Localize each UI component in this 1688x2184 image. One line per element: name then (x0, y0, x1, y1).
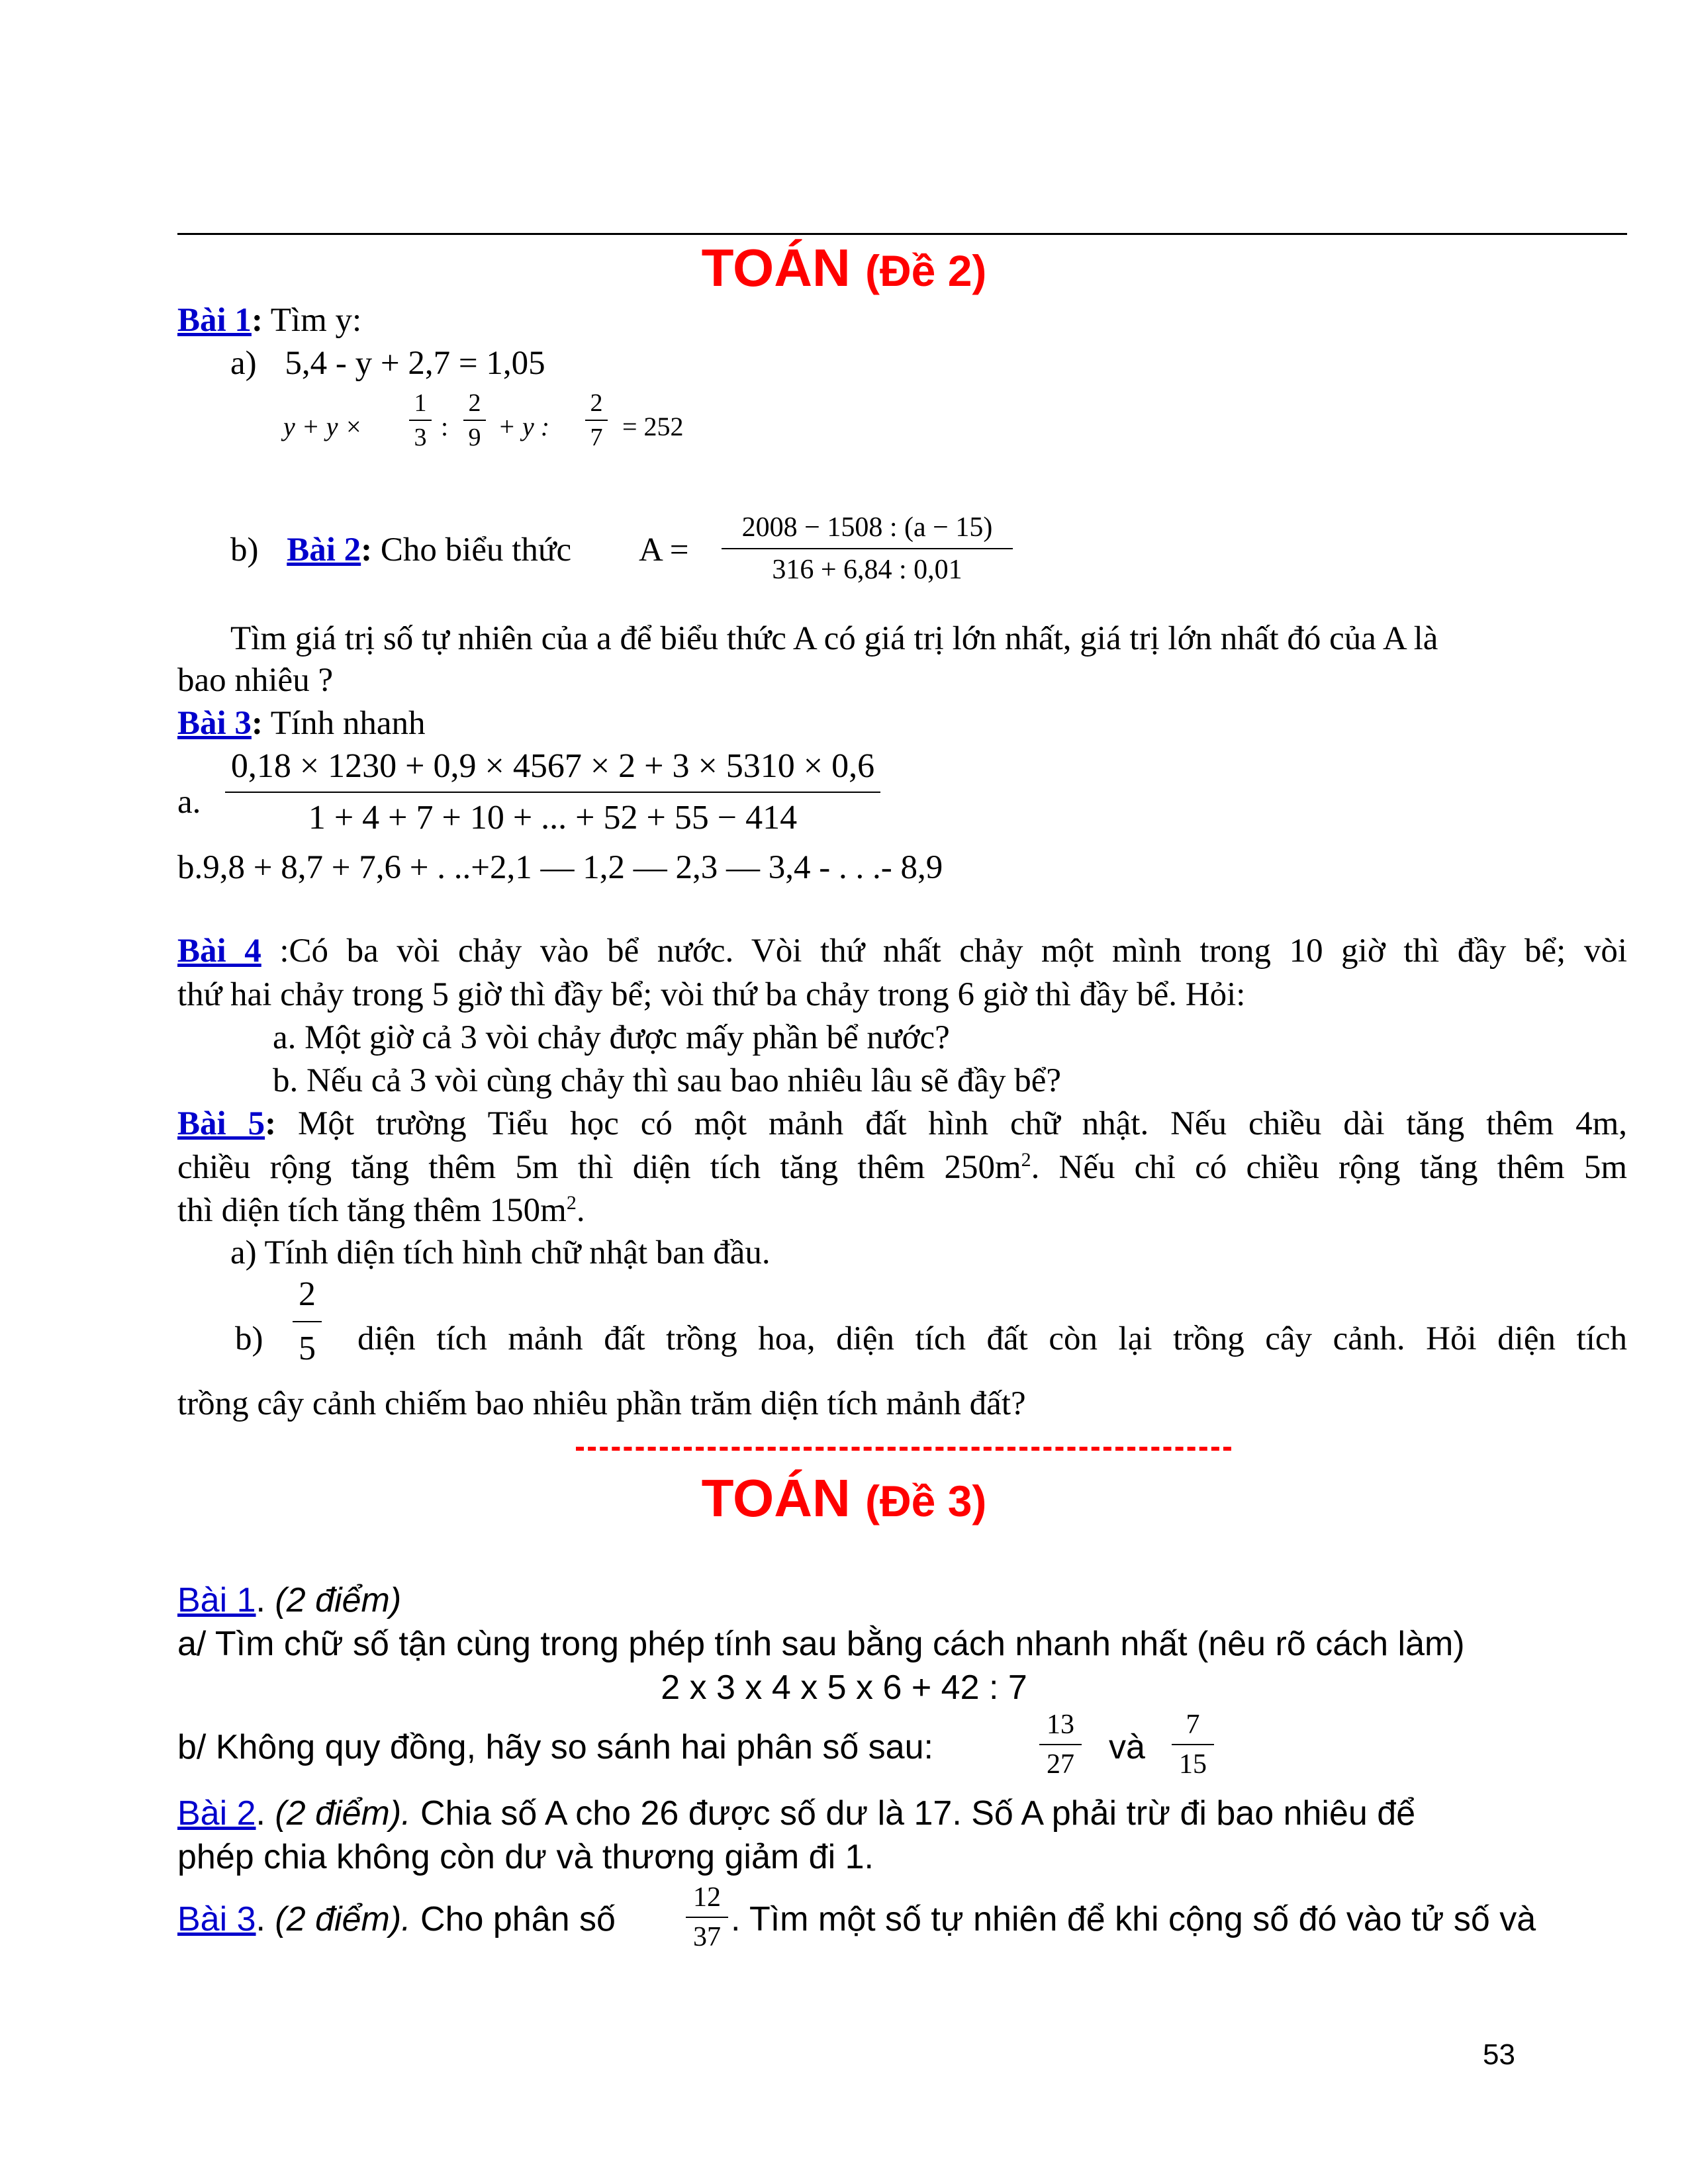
section-divider (576, 1447, 1231, 1451)
bai2-question-line1: Tìm giá trị số tự nhiên của a để biểu thức A có giá trị lớn nhất, giá trị lớn nhất đó của A là (230, 620, 1438, 657)
de3-frac2-den: 15 (1179, 1749, 1207, 1780)
frac3-num: 2 (590, 389, 603, 417)
bai5-line1: Một trường Tiểu học có một mảnh đất hình chữ nhật. Nếu chiều dài tăng thêm 4m, (276, 1105, 1628, 1142)
bai1-a-marker: a) (230, 345, 257, 382)
bai1-eq-result: = 252 (622, 412, 684, 441)
bai5-b-marker: b) (235, 1320, 263, 1357)
bai5-line2 (177, 1150, 1627, 1185)
de3-bai2-dot: . (256, 1794, 265, 1833)
frac1-num: 1 (414, 389, 427, 417)
de3-bai3-label: Bài 3 (177, 1900, 256, 1938)
frac2-num: 2 (468, 389, 481, 417)
de3-frac-12-37 (686, 1884, 728, 1951)
frac2-den: 9 (468, 424, 481, 451)
bai2-label: Bài 2 (287, 531, 361, 569)
bai5-frac (293, 1277, 322, 1366)
title-sub-de3: (Đề 3) (865, 1477, 987, 1525)
bai4-a: a. Một giờ cả 3 vòi chảy được mấy phần bể nước? (273, 1019, 950, 1056)
bai1-eq-part2: + y : (498, 412, 550, 441)
section-title-de2 (0, 238, 1688, 297)
bai1-colon: : (251, 302, 263, 339)
bai3-a-marker: a. (177, 784, 201, 821)
bai1-eq-part1: y + y × (283, 412, 363, 441)
bai2-num: 2008 − 1508 : (a − 15) (741, 512, 993, 543)
de2-bai1-a (230, 347, 545, 381)
bai3-fraction (225, 749, 880, 835)
de3-bai3-points: (2 điểm). (265, 1900, 411, 1938)
bai1-text: Tìm y: (262, 302, 362, 339)
bai3-colon: : (251, 705, 263, 742)
title-sub: (Đề 2) (865, 246, 987, 295)
bai1-a-text: 5,4 - y + 2,7 = 1,05 (285, 345, 545, 382)
frac1-den: 3 (414, 424, 427, 451)
bai1-frac1 (409, 390, 432, 450)
bai5-line3-post: . (576, 1192, 585, 1229)
bai5-colon: : (265, 1105, 277, 1142)
bai2-colon: : (361, 531, 373, 569)
de3-bai2-line2: phép chia không còn dư và thương giảm đi 1. (177, 1838, 874, 1876)
de3-frac-13-27 (1039, 1711, 1082, 1778)
bai4-line1: :Có ba vòi chảy vào bể nước. Vòi thứ nhất chảy một mình trong 10 giờ thì đầy bể; vòi (261, 933, 1628, 970)
page-number: 53 (1483, 2038, 1515, 2071)
de3-bai1-b: b/ Không quy đồng, hãy so sánh hai phân số sau: (177, 1728, 933, 1766)
bai5-b-line2: trồng cây cảnh chiếm bao nhiêu phần trăm diện tích mảnh đất? (177, 1385, 1026, 1422)
bai5-line2-post: . Nếu chỉ có chiều rộng tăng thêm 5m (1031, 1149, 1627, 1186)
bai2-a-eq: A = (639, 531, 689, 569)
de3-bai1-expr: 2 x 3 x 4 x 5 x 6 + 42 : 7 (661, 1668, 1027, 1707)
de3-bai3-line (177, 1902, 616, 1936)
title-main: TOÁN (701, 238, 851, 297)
bai3-num: 0,18 × 1230 + 0,9 × 4567 × 2 + 3 × 5310 × 0,6 (230, 747, 875, 785)
de3-bai1-a: a/ Tìm chữ số tận cùng trong phép tính sau bằng cách nhanh nhất (nêu rõ cách làm) (177, 1625, 1465, 1663)
de3-bai3-text2: . Tìm một số tự nhiên để khi cộng số đó vào tử số và (731, 1900, 1536, 1938)
bai4-line2: thứ hai chảy trong 5 giờ thì đầy bể; vòi thứ ba chảy trong 6 giờ thì đầy bể. Hỏi: (177, 976, 1246, 1013)
bai5-a: a) Tính diện tích hình chữ nhật ban đầu. (230, 1234, 771, 1271)
bai5-line2-pre: chiều rộng tăng thêm 5m thì diện tích tăng thêm 250m (177, 1149, 1021, 1186)
de3-bai2-text: Chia số A cho 26 được số dư là 17. Số A phải trừ đi bao nhiêu để (410, 1794, 1416, 1833)
bai2-text: Cho biểu thức (372, 531, 572, 569)
title-main-de3: TOÁN (701, 1469, 851, 1527)
bai5-b-text: diện tích mảnh đất trồng hoa, diện tích đất còn lại trồng cây cảnh. Hỏi diện tích (357, 1320, 1627, 1357)
de3-frac1-den: 27 (1047, 1749, 1074, 1780)
bai2-fraction (722, 514, 1013, 584)
de3-bai3-dot: . (256, 1900, 265, 1938)
bai4-b: b. Nếu cả 3 vòi cùng chảy thì sau bao nhiêu lâu sẽ đầy bể? (273, 1062, 1062, 1099)
bai1-eq-colon1: : (441, 412, 449, 441)
bai2-question-line2: bao nhiêu ? (177, 662, 334, 699)
bai3-den: 1 + 4 + 7 + 10 + ... + 52 + 55 − 414 (308, 799, 798, 837)
de3-and: và (1109, 1728, 1145, 1766)
section-title-de3 (0, 1469, 1688, 1527)
frac3-den: 7 (590, 424, 603, 451)
de3-bai3-text: Cho phân số (410, 1900, 616, 1938)
bai1-label: Bài 1 (177, 302, 252, 339)
bai5-label: Bài 5 (177, 1105, 265, 1142)
de3-frac1-num: 13 (1047, 1709, 1074, 1740)
bai4-label: Bài 4 (177, 933, 261, 970)
top-rule (177, 233, 1627, 235)
bai1-frac3 (585, 390, 608, 450)
de3-bai1-dot: . (256, 1581, 265, 1619)
bai5-frac-den: 5 (299, 1330, 316, 1367)
bai5-sup-2: 2 (566, 1192, 577, 1214)
bai3-text: Tính nhanh (262, 705, 426, 742)
de3-bai1-line (177, 1583, 401, 1617)
de3-bai2-points: (2 điểm). (265, 1794, 411, 1833)
bai1-frac2 (463, 390, 486, 450)
bai5-frac-num: 2 (299, 1275, 316, 1313)
bai2-den: 316 + 6,84 : 0,01 (772, 555, 962, 585)
de2-bai5-line1 (177, 1107, 1627, 1141)
bai5-line3-pre: thì diện tích tăng thêm 150m (177, 1192, 567, 1229)
de3-bai2-label: Bài 2 (177, 1794, 256, 1833)
de3-frac-7-15 (1172, 1711, 1214, 1778)
de3-bai1-points: (2 điểm) (265, 1581, 402, 1619)
de3-bai2-line1 (177, 1796, 1415, 1831)
de2-bai1-line (177, 304, 361, 338)
bai5-sup-1: 2 (1021, 1149, 1031, 1171)
de3-bai1-label: Bài 1 (177, 1581, 256, 1619)
de2-bai3-line (177, 707, 425, 741)
bai3-b-text: b.9,8 + 8,7 + 7,6 + . ..+2,1 — 1,2 — 2,3 — 3,4 - . . .- 8,9 (177, 849, 943, 886)
de2-bai2-line (230, 533, 571, 567)
bai5-line3 (177, 1193, 585, 1228)
de2-bai4-line1 (177, 934, 1627, 968)
de3-frac2-num: 7 (1186, 1709, 1200, 1740)
bai2-marker: b) (230, 531, 259, 569)
bai3-label: Bài 3 (177, 705, 252, 742)
de3-frac3-num: 12 (693, 1882, 721, 1913)
de3-frac3-den: 37 (693, 1922, 721, 1952)
